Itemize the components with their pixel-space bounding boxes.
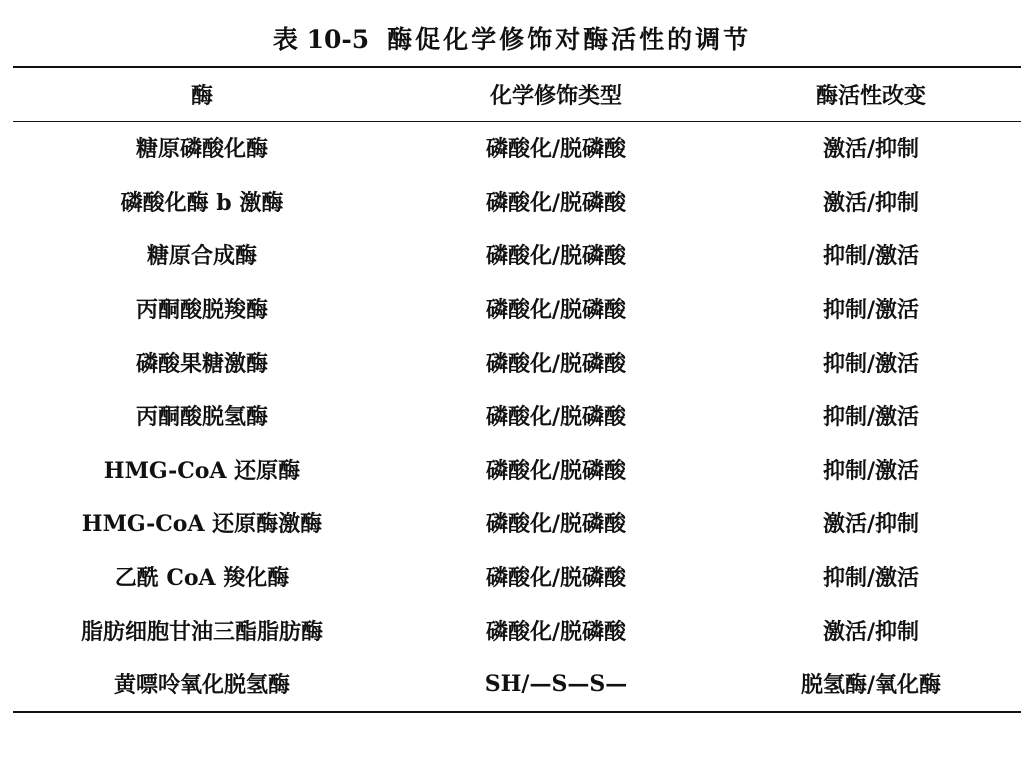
table-number: 表 10-5 (272, 25, 370, 54)
modification-cell: 磷酸化/脱磷酸 (485, 243, 627, 270)
modification-cell: SH/—S—S— (484, 670, 628, 697)
header-modification-type: 化学修饰类型 (489, 83, 622, 109)
activity-cell: 抑制/激活 (822, 350, 920, 377)
activity-cell: 激活/抑制 (822, 189, 920, 216)
modification-cell: 磷酸化/脱磷酸 (485, 404, 627, 431)
header-activity-change: 酶活性改变 (815, 83, 926, 109)
table-row (13, 550, 1021, 604)
enzyme-cell: 磷酸化酶 b 激酶 (120, 189, 284, 216)
activity-cell: 抑制/激活 (822, 457, 920, 484)
activity-cell: 抑制/激活 (822, 297, 920, 324)
modification-cell: 磷酸化/脱磷酸 (485, 136, 627, 163)
table-caption (0, 20, 1024, 56)
modification-cell: 磷酸化/脱磷酸 (485, 511, 627, 538)
modification-cell: 磷酸化/脱磷酸 (485, 618, 627, 645)
table-row (13, 443, 1021, 497)
enzyme-cell: 乙酰 CoA 羧化酶 (114, 565, 290, 592)
enzyme-cell: 黄嘌呤氧化脱氢酶 (113, 672, 290, 699)
enzyme-cell: HMG-CoA 还原酶 (103, 457, 301, 484)
bottom-rule (13, 711, 1021, 713)
header-row (13, 68, 1021, 121)
activity-cell: 抑制/激活 (822, 243, 920, 270)
modification-cell: 磷酸化/脱磷酸 (485, 297, 627, 324)
header-enzyme: 酶 (190, 83, 213, 109)
table-row (13, 282, 1021, 336)
modification-cell: 磷酸化/脱磷酸 (485, 189, 627, 216)
table-row (13, 603, 1021, 657)
table-title: 酶促化学修饰对酶活性的调节 (387, 25, 752, 54)
modification-cell: 磷酸化/脱磷酸 (485, 565, 627, 592)
modification-cell: 磷酸化/脱磷酸 (485, 457, 627, 484)
modification-cell: 磷酸化/脱磷酸 (485, 350, 627, 377)
activity-cell: 脱氢酶/氧化酶 (800, 672, 942, 699)
enzyme-modification-table (13, 68, 1021, 711)
enzyme-cell: 丙酮酸脱羧酶 (135, 297, 268, 324)
enzyme-cell: 糖原磷酸化酶 (135, 136, 268, 163)
enzyme-cell: 磷酸果糖激酶 (135, 350, 268, 377)
table-row (13, 389, 1021, 443)
table-row (13, 228, 1021, 282)
activity-cell: 抑制/激活 (822, 404, 920, 431)
enzyme-cell: HMG-CoA 还原酶激酶 (81, 511, 323, 538)
enzyme-cell: 糖原合成酶 (146, 243, 257, 270)
enzyme-cell: 脂肪细胞甘油三酯脂肪酶 (80, 618, 323, 645)
activity-cell: 抑制/激活 (822, 565, 920, 592)
activity-cell: 激活/抑制 (822, 511, 920, 538)
table-row (13, 335, 1021, 389)
table-row (13, 121, 1021, 175)
table-row (13, 175, 1021, 229)
enzyme-cell: 丙酮酸脱氢酶 (135, 404, 268, 431)
table-row (13, 496, 1021, 550)
activity-cell: 激活/抑制 (822, 618, 920, 645)
table-row (13, 657, 1021, 711)
activity-cell: 激活/抑制 (822, 136, 920, 163)
